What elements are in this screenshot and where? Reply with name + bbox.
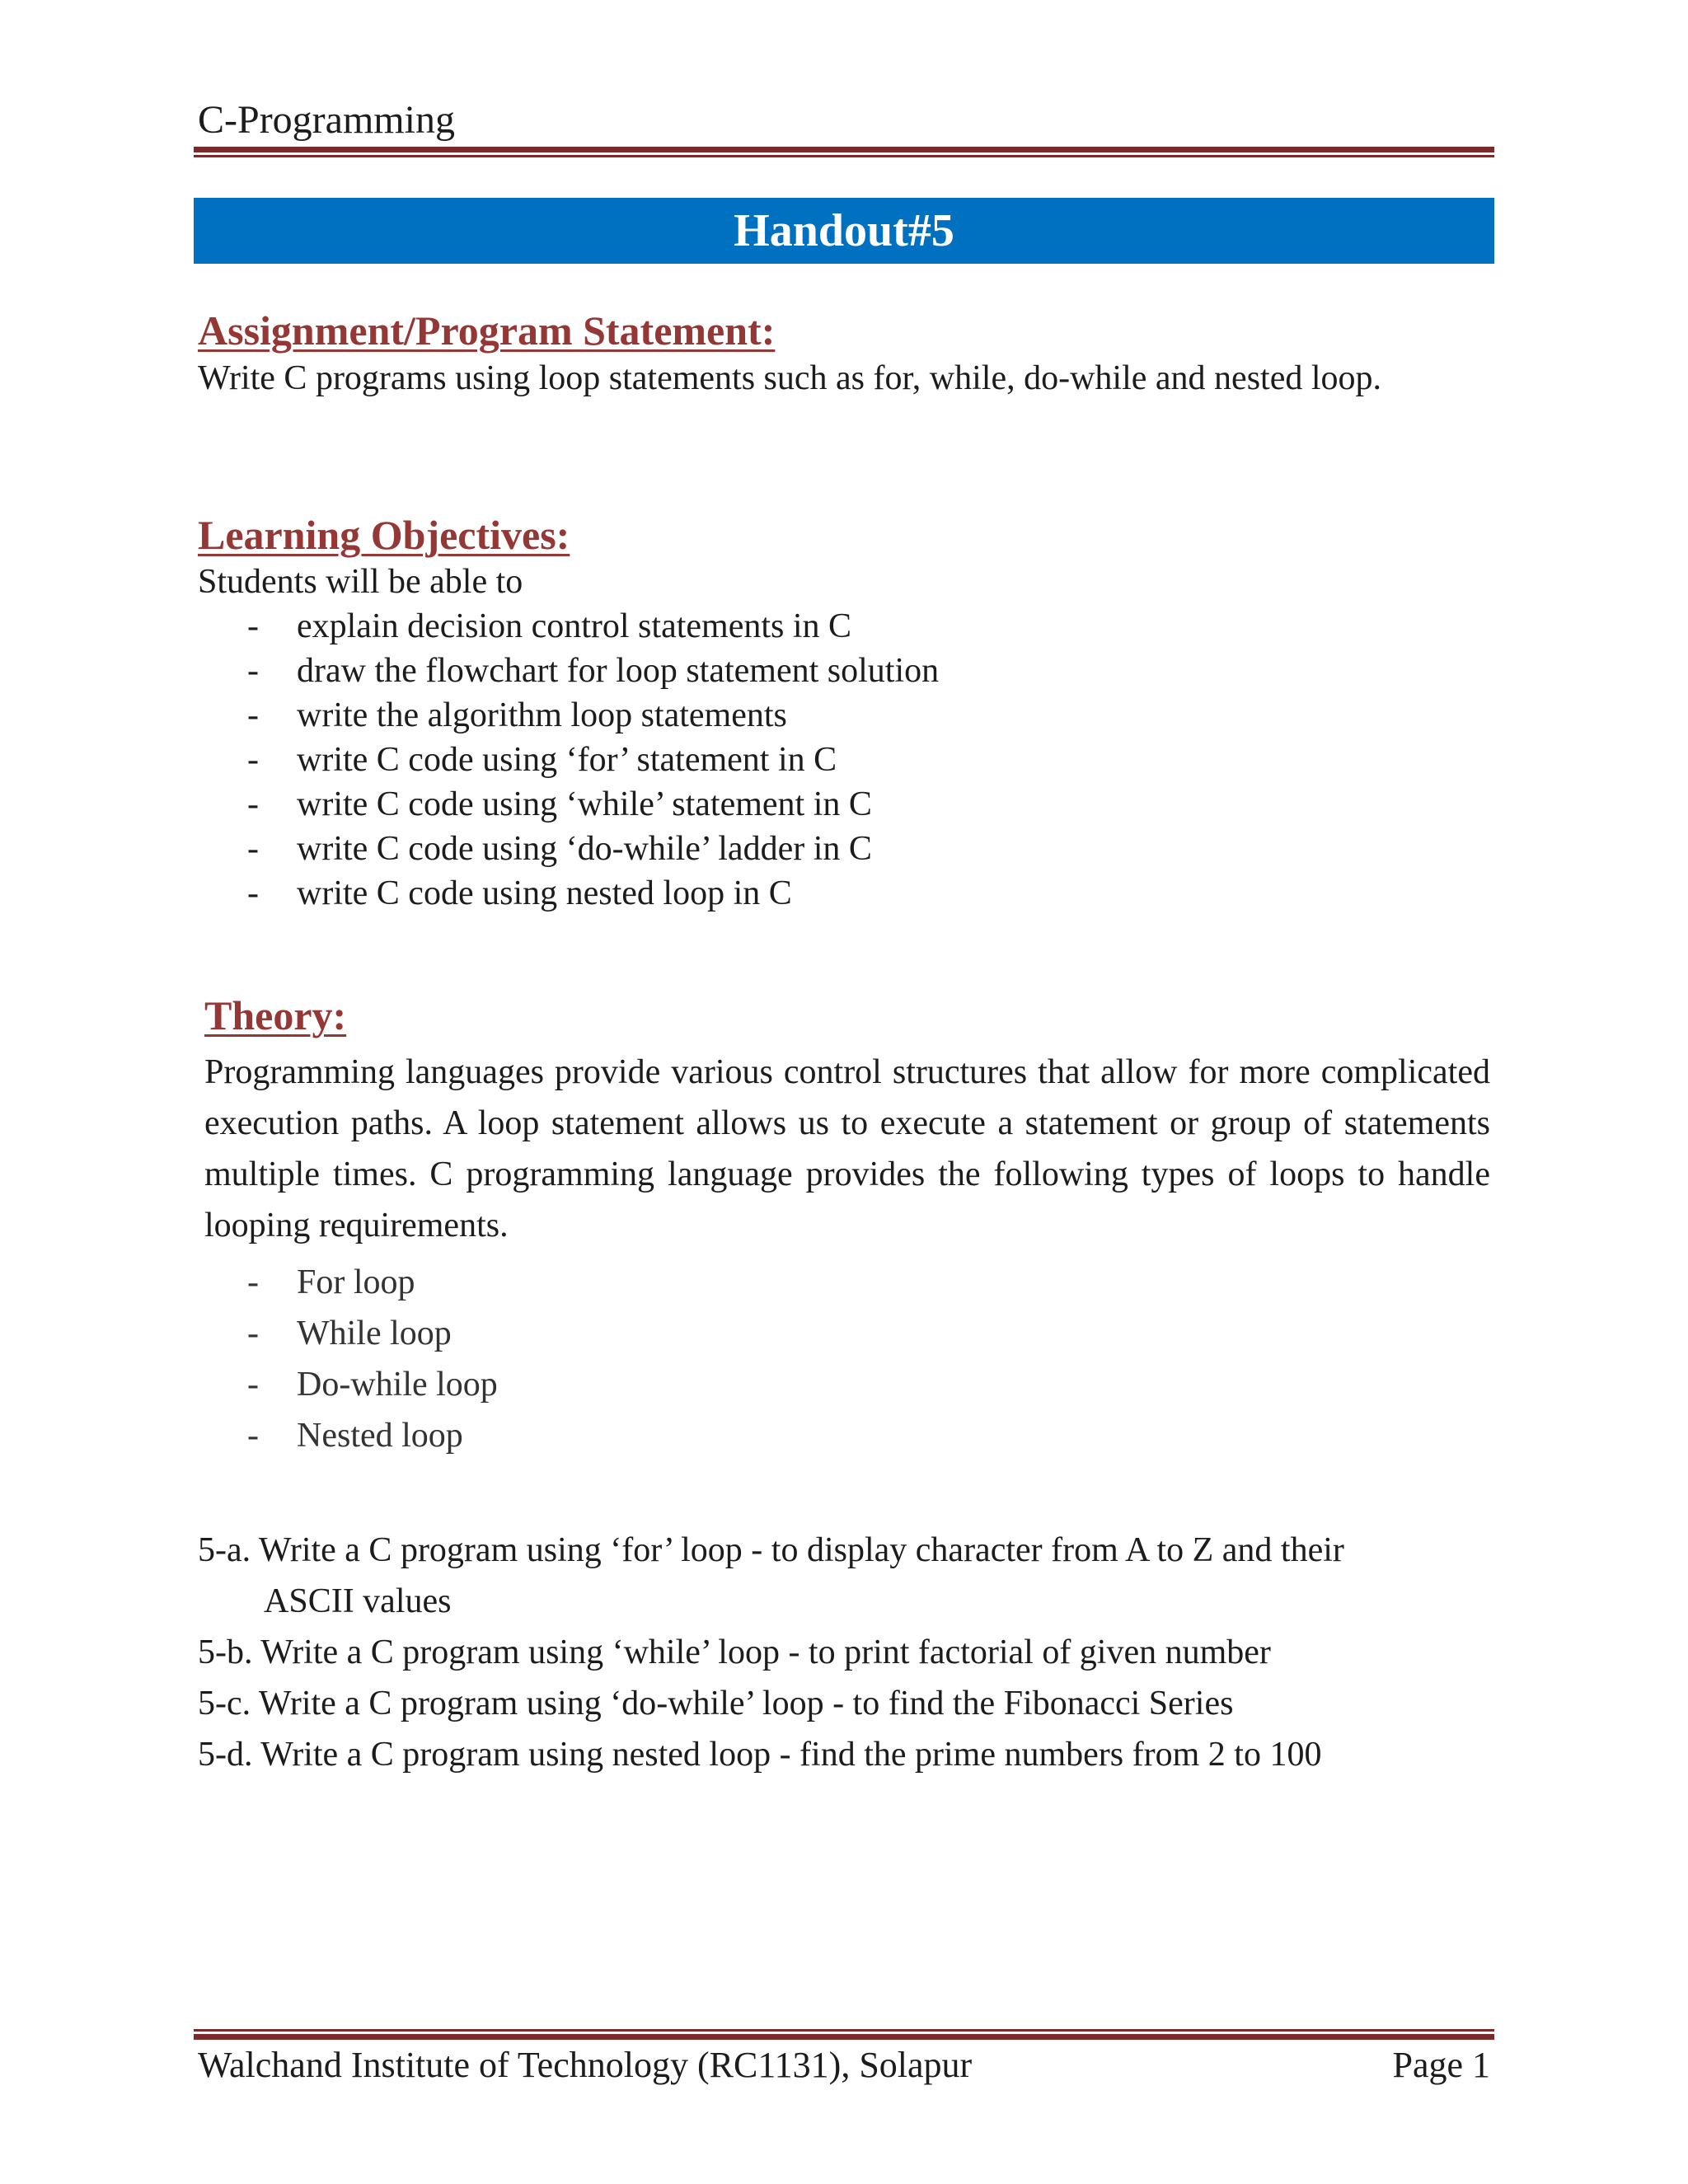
footer-institute: Walchand Institute of Technology (RC1131), Solapur — [198, 2045, 973, 2085]
footer-rule — [194, 2029, 1494, 2040]
objectives-heading: Learning Objectives: — [198, 512, 570, 558]
handout-banner: Handout#5 — [194, 198, 1494, 264]
header-title: C-Programming — [198, 98, 455, 142]
assignment-text: Write C programs using loop statements such as for, while, do-while and nested loop. — [198, 359, 1382, 397]
list-item: - write C code using ‘while’ statement in C — [247, 785, 872, 823]
task-list — [198, 1525, 1492, 1780]
objectives-list — [198, 604, 939, 916]
list-item: - explain decision control statements in C — [247, 607, 852, 645]
loop-types-list — [198, 1257, 498, 1461]
list-item: - While loop — [247, 1315, 452, 1352]
theory-text: Programming languages provide various control structures that allow for more complicated execution paths. A loop statement allows us to execute a statement or group of statements multiple times. C programming language provides the following types of loops to handle looping requirements. — [204, 1053, 1490, 1244]
assignment-heading: Assignment/Program Statement: — [198, 307, 776, 354]
list-item: - Do-while loop — [247, 1366, 498, 1404]
task-item: 5-d. Write a C program using nested loop - find the prime numbers from 2 to 100 — [198, 1736, 1322, 1774]
list-item: - write C code using nested loop in C — [247, 874, 792, 912]
task-item: 5-c. Write a C program using ‘do-while’ loop - to find the Fibonacci Series — [198, 1685, 1234, 1722]
footer-page-number: Page 1 — [1392, 2045, 1490, 2085]
list-item: - For loop — [247, 1263, 415, 1301]
theory-heading: Theory: — [204, 992, 347, 1038]
objectives-intro: Students will be able to — [198, 563, 523, 601]
list-item: - draw the flowchart for loop statement solution — [247, 652, 940, 690]
task-item: 5-a. Write a C program using ‘for’ loop - to display character from A to Z and their ASCII values — [198, 1531, 1344, 1620]
list-item: - write C code using ‘for’ statement in C — [247, 741, 837, 779]
task-item: 5-b. Write a C program using ‘while’ loop - to print factorial of given number — [198, 1633, 1271, 1671]
list-item: - write the algorithm loop statements — [247, 696, 787, 734]
list-item: - write C code using ‘do-while’ ladder in C — [247, 830, 872, 868]
list-item: - Nested loop — [247, 1417, 463, 1455]
header-rule — [194, 147, 1494, 157]
